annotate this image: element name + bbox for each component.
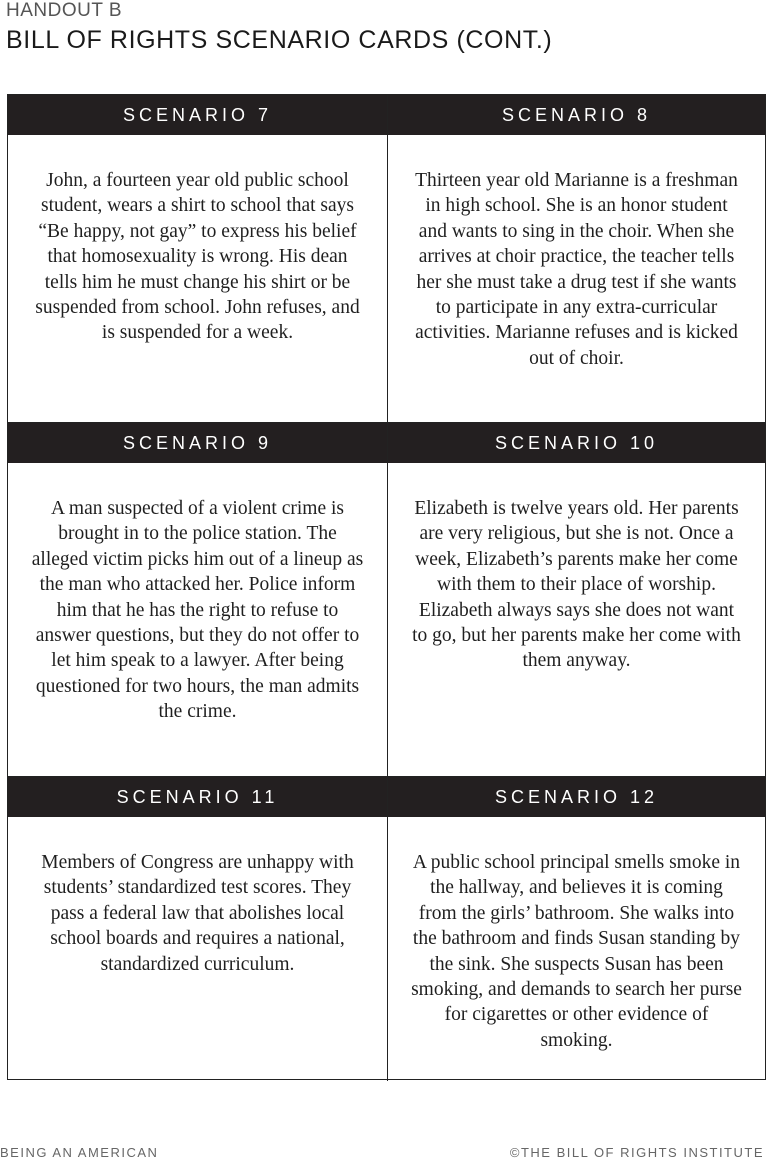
scenario-text: Thirteen year old Marianne is a freshman in high school. She is an honor student and wants to sing in the choir. When she arrives at choir practice, the teacher tells her she must take a drug test if she wants to participate in any extra-curricular activities. Marianne refuses and is kicked out of choir. bbox=[415, 170, 738, 369]
footer-copyright: ©THE BILL OF RIGHTS INSTITUTE bbox=[509, 1145, 764, 1160]
scenario-card-11 bbox=[8, 777, 388, 1081]
card-row bbox=[8, 95, 765, 423]
scenario-heading: SCENARIO 12 bbox=[388, 777, 765, 817]
scenario-heading: SCENARIO 10 bbox=[388, 423, 765, 463]
scenario-text: Elizabeth is twelve years old. Her parents are very religious, but she is not. Once a week, Elizabeth’s parents make her come with them to their place of worship. Elizabeth always says she does not want to go, but her parents make her come with them anyway. bbox=[412, 498, 741, 672]
scenario-card-8 bbox=[388, 95, 765, 422]
scenario-text: A public school principal smells smoke in the hallway, and believes it is coming from the girls’ bathroom. She walks into the bathroom and finds Susan standing by the sink. She suspects Susan has been smoking, and demands to search her purse for cigarettes or other evidence of smoking. bbox=[411, 852, 742, 1051]
handout-label: HANDOUT B bbox=[6, 0, 123, 21]
scenario-card-9 bbox=[8, 423, 388, 776]
scenario-text: Members of Congress are unhappy with students’ standardized test scores. They pass a federal law that abolishes local school boards and requires a national, standardized curriculum. bbox=[41, 852, 354, 975]
scenario-heading: SCENARIO 11 bbox=[8, 777, 387, 817]
card-row bbox=[8, 777, 765, 1081]
scenario-card-grid bbox=[7, 94, 766, 1080]
scenario-card-7 bbox=[8, 95, 388, 422]
scenario-text: John, a fourteen year old public school student, wears a shirt to school that says “Be happy, not gay” to express his belief that homosexuality is wrong. His dean tells him he must change his shirt or be suspended from school. John refuses, and is suspended for a week. bbox=[35, 170, 360, 344]
scenario-card-10 bbox=[388, 423, 765, 776]
scenario-heading: SCENARIO 8 bbox=[388, 95, 765, 135]
scenario-heading: SCENARIO 9 bbox=[8, 423, 387, 463]
footer-publication: BEING AN AMERICAN bbox=[0, 1145, 159, 1160]
scenario-heading: SCENARIO 7 bbox=[8, 95, 387, 135]
page-title: BILL OF RIGHTS SCENARIO CARDS (CONT.) bbox=[6, 26, 553, 54]
card-row bbox=[8, 423, 765, 777]
scenario-text: A man suspected of a violent crime is brought in to the police station. The alleged victim picks him out of a lineup as the man who attacked her. Police inform him that he has the right to refuse to answer questions, but they do not offer to let him speak to a lawyer. After being questioned for two hours, the man admits the crime. bbox=[31, 498, 364, 723]
scenario-card-12 bbox=[388, 777, 765, 1081]
